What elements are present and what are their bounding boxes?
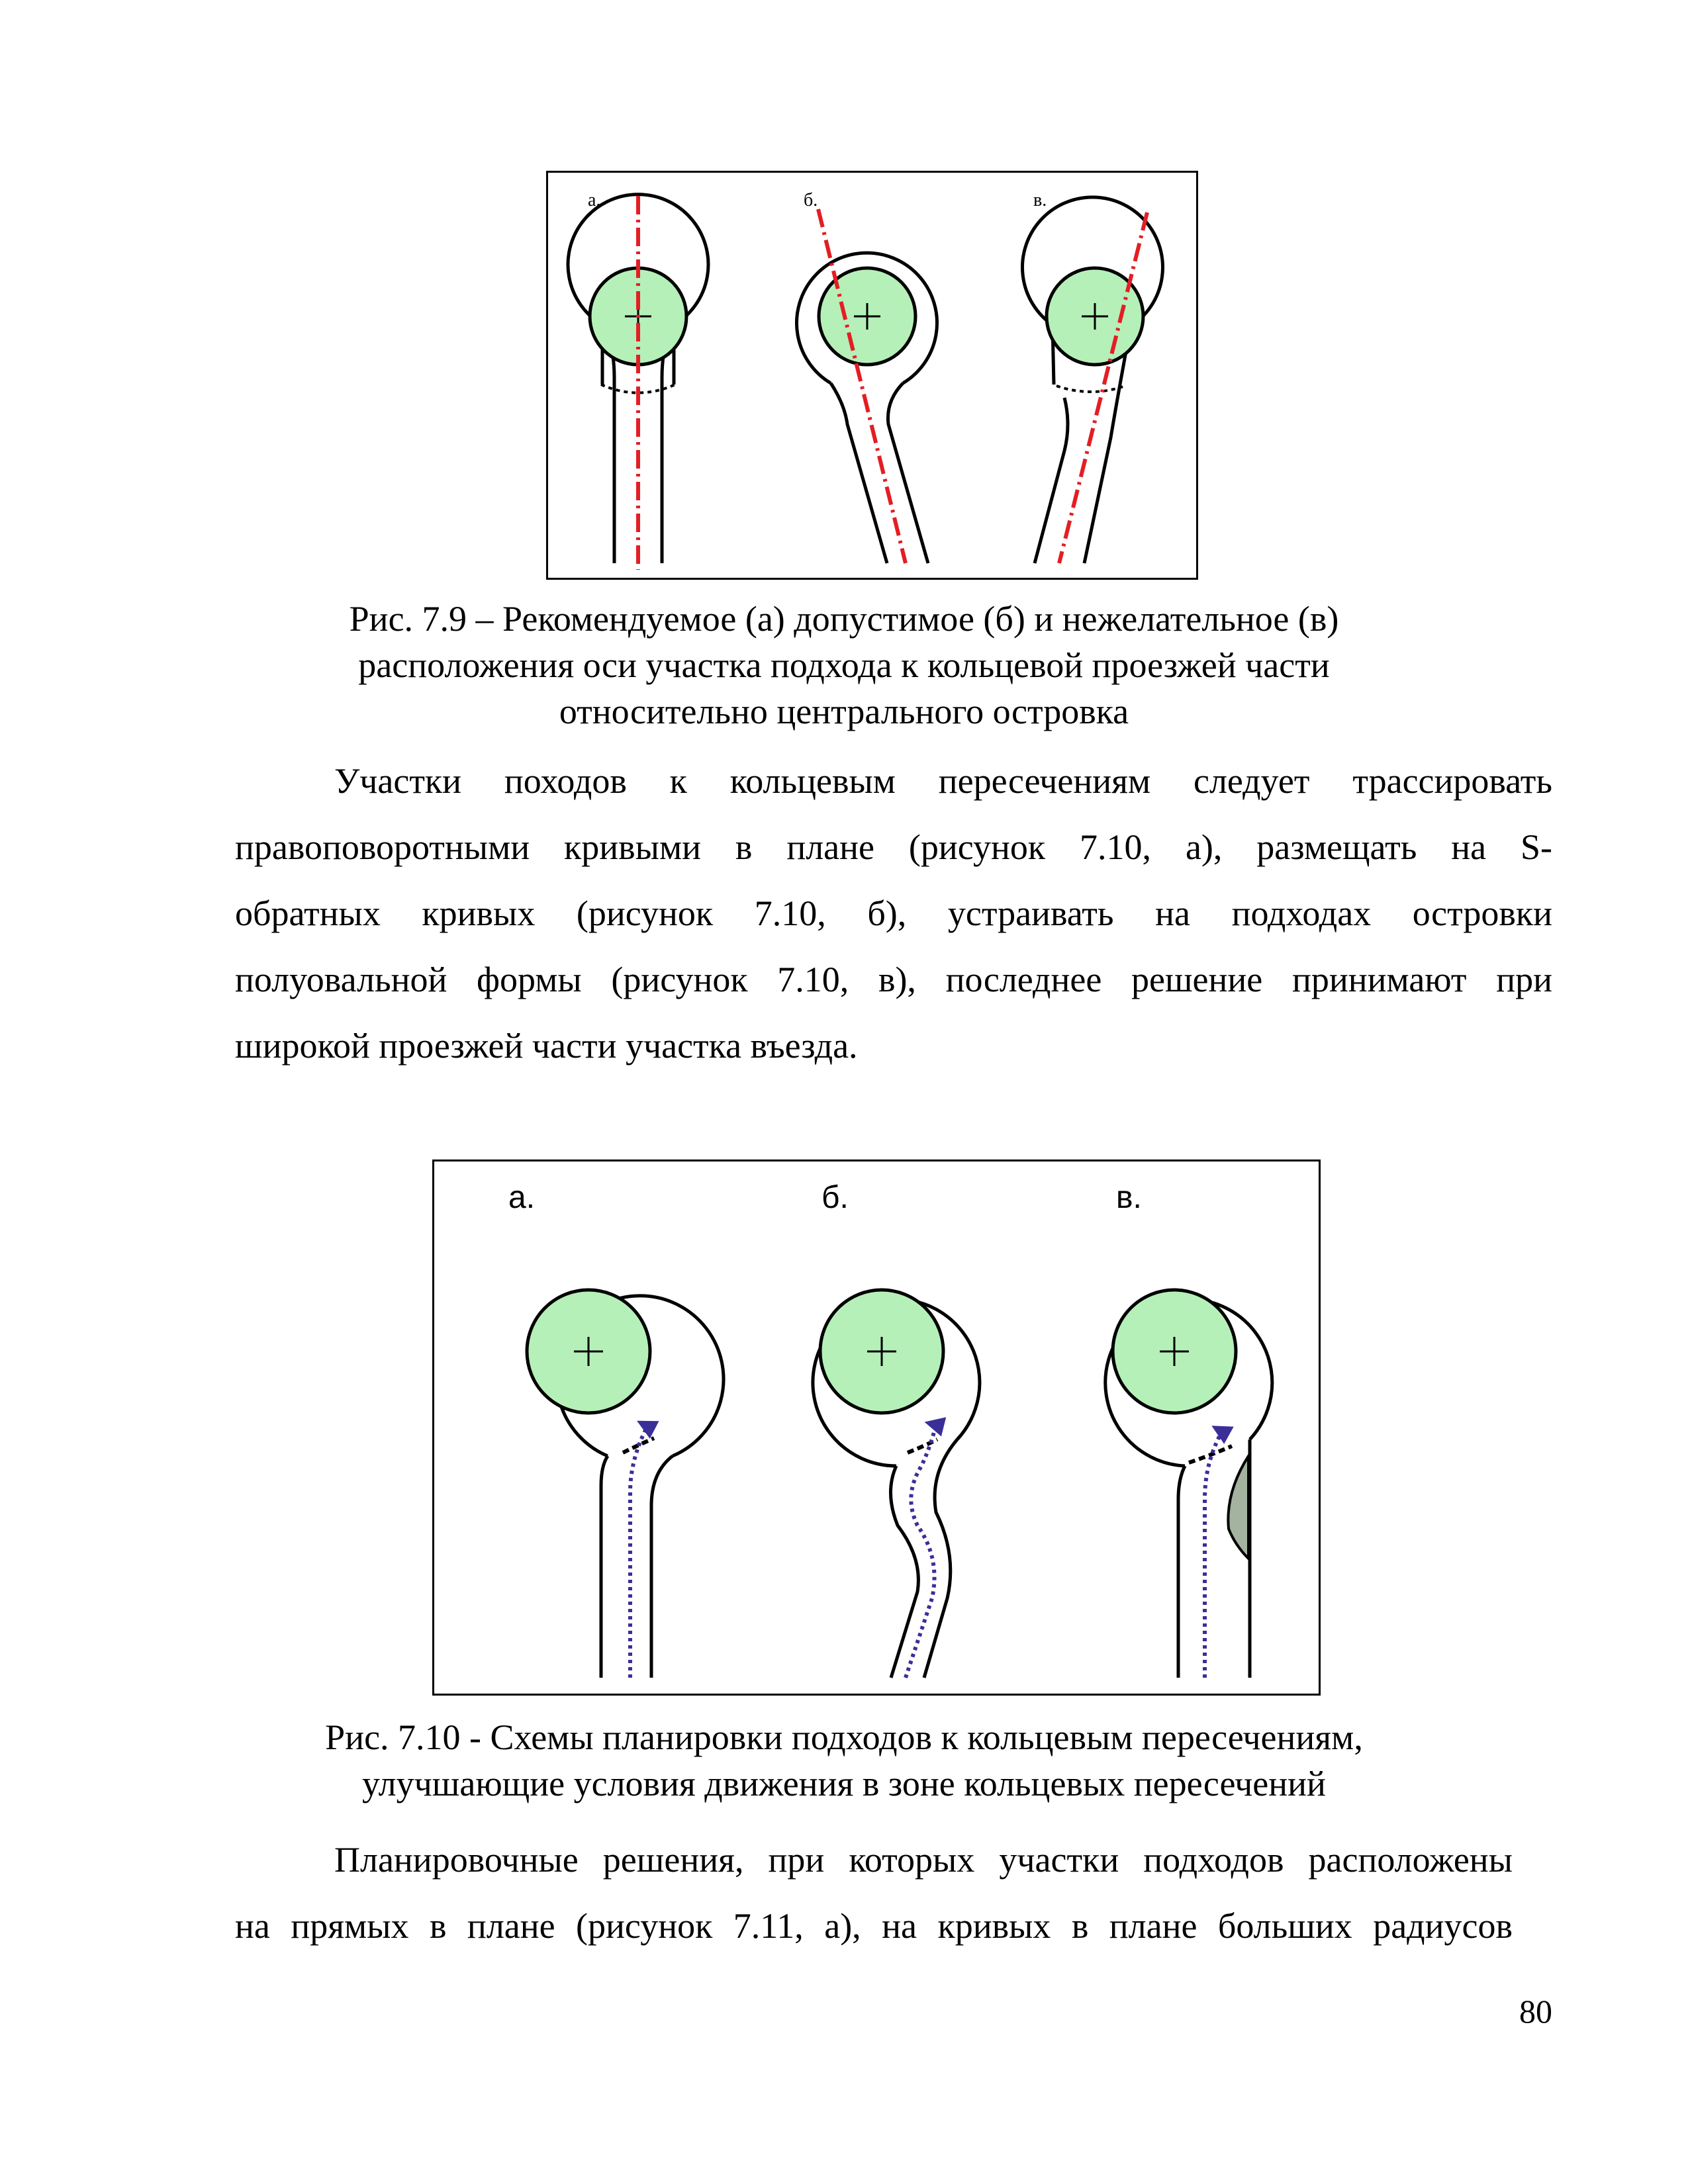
page-number: 80 [1519, 1993, 1552, 2030]
fig79-roundabout-b [797, 209, 937, 563]
fig79-label-v: в. [1033, 190, 1047, 210]
fig710-approach-a-right [651, 1456, 673, 1678]
caption-line: расположения оси участка подхода к кольцевой проезжей части [358, 645, 1330, 685]
fig79-approach-a-left [602, 325, 614, 563]
figure-7-9-drawing [548, 173, 1196, 578]
fig710-trajectory-a [630, 1426, 647, 1678]
fig79-roundabout-v [1022, 197, 1162, 563]
fig79-label-a: а. [588, 190, 601, 210]
fig710-trajectory-b [906, 1425, 936, 1678]
fig79-approach-v-left [1035, 398, 1068, 563]
paragraph-line: Участки походов к кольцевым пересечениям следует трассировать [334, 761, 1552, 801]
fig710-roundabout-v [1105, 1290, 1272, 1678]
fig79-entry-line-v [1056, 386, 1125, 392]
fig710-trajectory-v [1205, 1432, 1222, 1678]
fig710-approach-v-left [1178, 1466, 1185, 1678]
paragraph-line: правоповоротными кривыми в плане (рисунок 7.10, а), размещать на S- [235, 827, 1552, 867]
figure-7-9-caption [0, 596, 1688, 735]
caption-line: относительно центрального островка [559, 692, 1129, 731]
caption-line: улучшающие условия движения в зоне кольцевых пересечений [362, 1764, 1326, 1803]
paragraph-line: на прямых в плане (рисунок 7.11, а), на кривых в плане больших радиусов [235, 1906, 1513, 1946]
fig710-roundabout-b [813, 1290, 980, 1678]
figure-7-9 [546, 171, 1198, 580]
paragraph-line: широкой проезжей части участка въезда. [235, 1026, 858, 1066]
figure-7-10-drawing [434, 1161, 1319, 1694]
fig710-roundabout-a [527, 1290, 724, 1678]
fig79-roundabout-a [568, 195, 708, 570]
fig710-entry-line-v [1189, 1446, 1232, 1463]
caption-line: Рис. 7.9 – Рекомендуемое (а) допустимое (б) и нежелательное (в) [349, 599, 1339, 639]
figure-7-10 [432, 1160, 1321, 1696]
paragraph-1 [235, 748, 1552, 1079]
fig710-label-a: а. [508, 1180, 536, 1215]
fig79-approach-a-right [662, 325, 674, 563]
paragraph-2 [235, 1827, 1513, 1959]
fig79-label-b: б. [804, 190, 818, 210]
fig710-approach-a-left [601, 1456, 608, 1678]
fig710-label-b: б. [821, 1180, 849, 1215]
fig710-approach-b-right [924, 1439, 957, 1678]
fig710-approach-island [1228, 1456, 1248, 1559]
paragraph-line: обратных кривых (рисунок 7.10, б), устраивать на подходах островки [235, 893, 1552, 933]
fig79-axis-v [1059, 212, 1147, 563]
figure-7-10-caption [0, 1714, 1688, 1807]
paragraph-line: полуовальной формы (рисунок 7.10, в), последнее решение принимают при [235, 960, 1552, 999]
caption-line: Рис. 7.10 - Схемы планировки подходов к кольцевым пересечениям, [325, 1717, 1363, 1757]
fig710-label-v: в. [1116, 1180, 1142, 1215]
fig79-approach-b-right [888, 383, 928, 563]
paragraph-line: Планировочные решения, при которых участки подходов расположены [334, 1840, 1513, 1880]
fig710-approach-b-left [890, 1466, 918, 1678]
fig79-approach-b-left [831, 383, 887, 563]
